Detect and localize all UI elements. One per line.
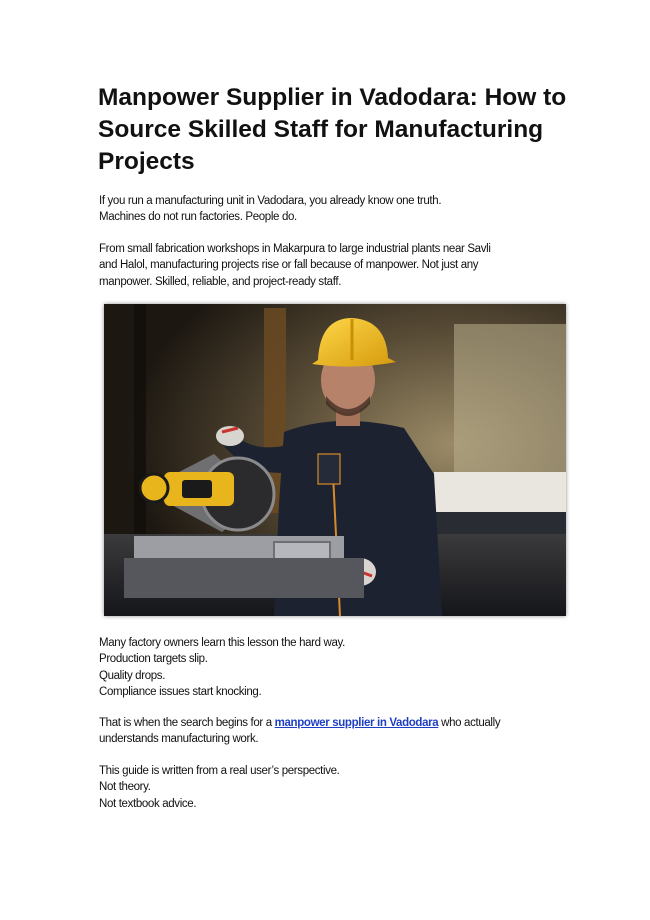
context-line: From small fabrication workshops in Makarpura to large industrial plants near Savli xyxy=(99,243,491,255)
closing-paragraph xyxy=(99,763,559,812)
closing-line: Not textbook advice. xyxy=(99,797,197,810)
lesson-line: Quality drops. xyxy=(99,669,166,682)
intro-line: If you run a manufacturing unit in Vadodara, you already know one truth. xyxy=(99,195,442,207)
jacket-pocket xyxy=(318,454,340,484)
context-line: and Halol, manufacturing projects rise or fall because of manpower. Not just any xyxy=(99,259,479,272)
saw-motor-vent xyxy=(182,480,212,498)
saw-handle xyxy=(140,474,168,502)
bright-wall xyxy=(454,324,566,474)
article-title: Manpower Supplier in Vadodara: How to Source Skilled Staff for Manufacturing Projects xyxy=(98,84,567,175)
closing-line: Not theory. xyxy=(99,781,151,794)
search-line-2: understands manufacturing work. xyxy=(99,733,259,746)
workbench-top xyxy=(434,472,566,512)
context-paragraph xyxy=(99,241,559,290)
search-text-before: That is when the search begins for a xyxy=(99,717,275,729)
lesson-line: Many factory owners learn this lesson the hard way. xyxy=(99,637,345,649)
saw-table xyxy=(124,558,364,598)
lesson-line: Production targets slip. xyxy=(99,653,208,666)
manpower-supplier-link[interactable]: manpower supplier in Vadodara xyxy=(274,717,439,729)
lesson-line: Compliance issues start knocking. xyxy=(99,685,262,698)
search-text-after: who actually xyxy=(438,717,501,729)
search-paragraph xyxy=(99,715,559,748)
search-line xyxy=(99,715,559,731)
lesson-paragraph xyxy=(99,635,559,700)
worker-photo-illustration xyxy=(104,304,566,616)
intro-paragraph xyxy=(99,193,559,226)
intro-line: Machines do not run factories. People do. xyxy=(99,211,297,224)
worker-photo xyxy=(104,304,566,616)
closing-line: This guide is written from a real user’s perspective. xyxy=(99,765,340,777)
context-line: manpower. Skilled, reliable, and project-ready staff. xyxy=(99,275,342,288)
